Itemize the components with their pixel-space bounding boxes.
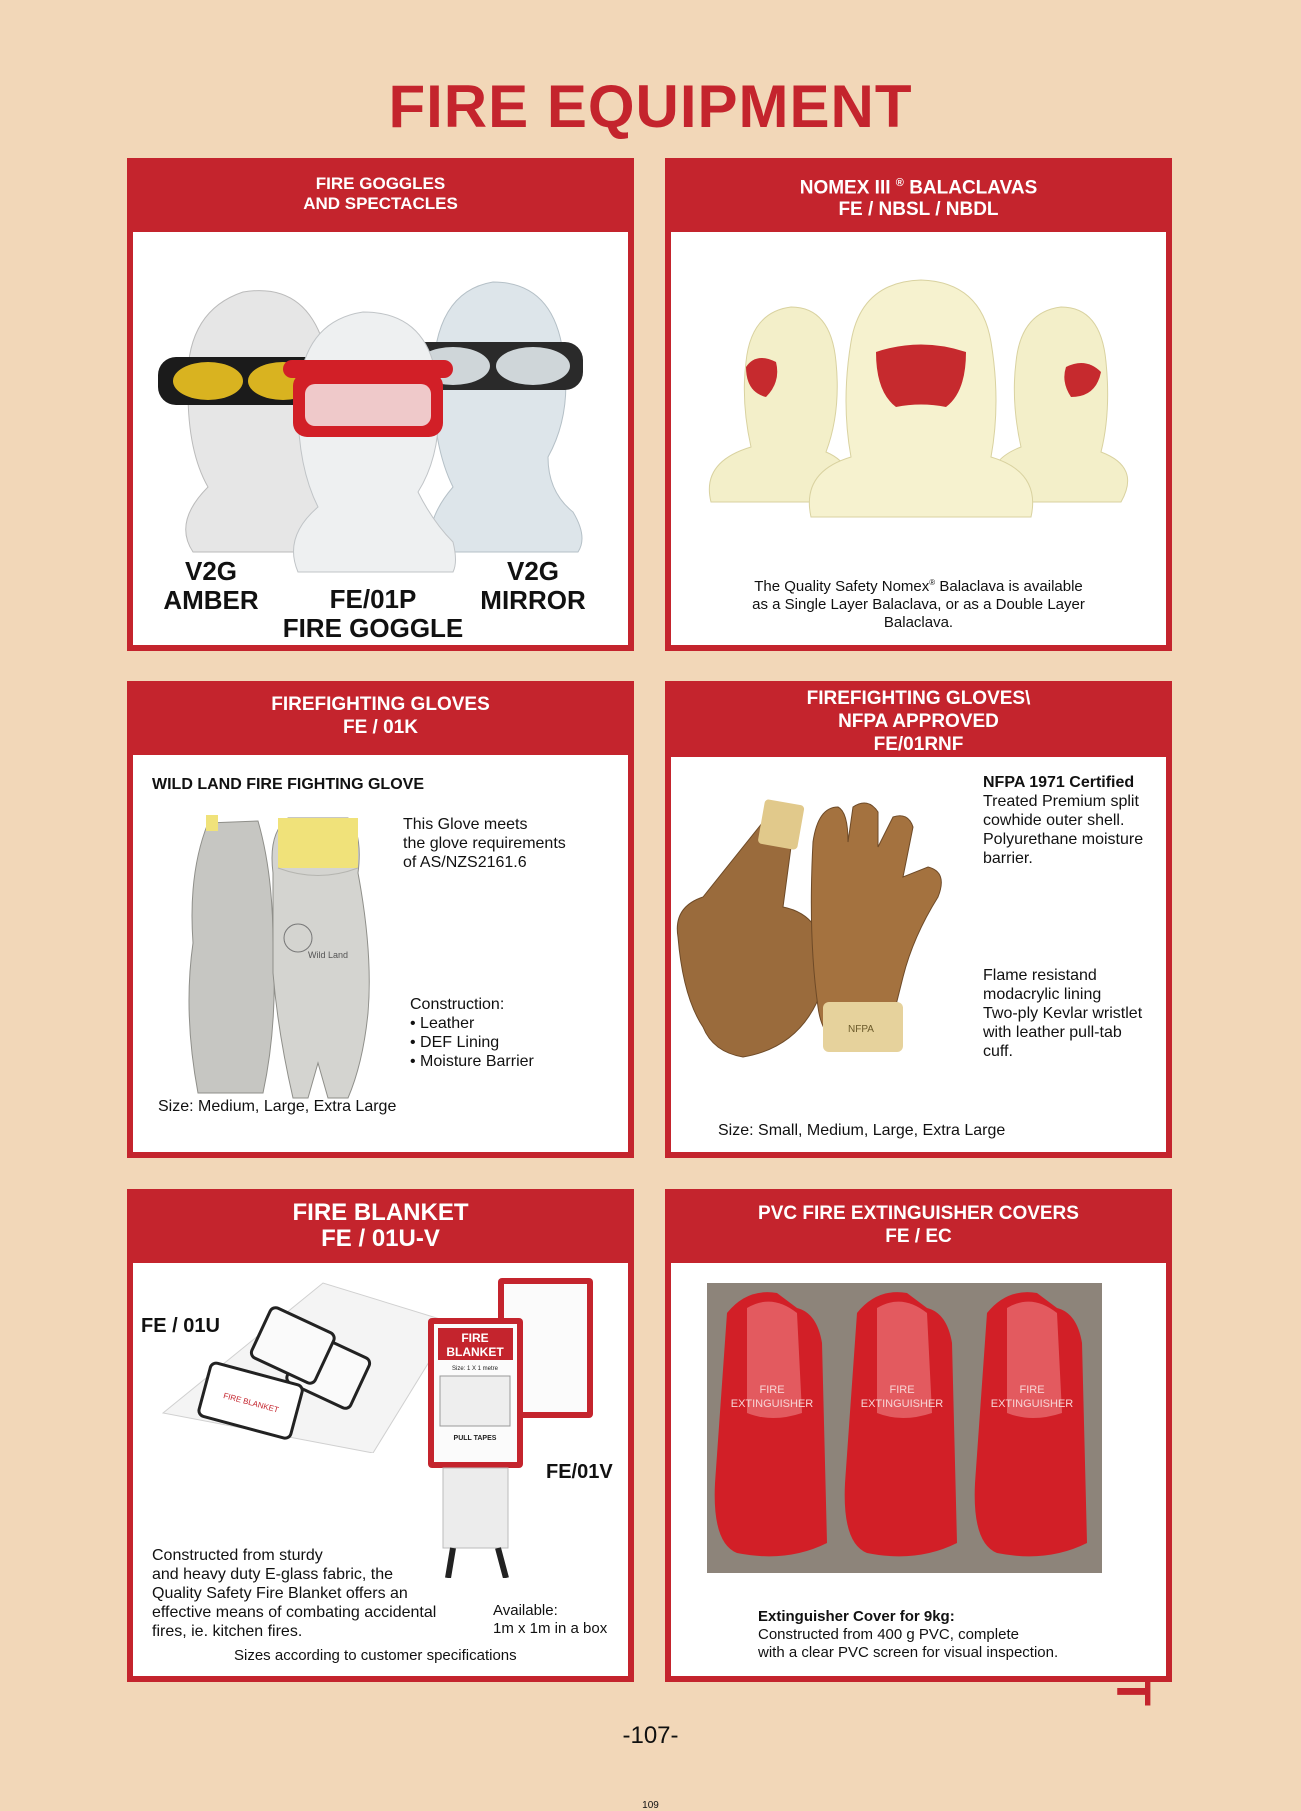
- balaclava-desc-line2: as a Single Layer Balaclava, or as a Double Layer: [752, 596, 1085, 613]
- extinguisher-cover-1: [715, 1292, 827, 1556]
- cover-text-3a: FIRE: [1019, 1384, 1045, 1396]
- extinguisher-cover-2: [845, 1292, 957, 1556]
- gloves-k-sizes: Size: Medium, Large, Extra Large: [158, 1098, 397, 1115]
- page-number: -107-: [622, 1722, 679, 1749]
- gloves-k-construction: [410, 995, 534, 1071]
- cover-text-1a: FIRE: [759, 1384, 785, 1396]
- balaclava-desc-sup: ®: [929, 578, 936, 587]
- blanket-photo-v: [428, 1278, 603, 1578]
- gloves-rnf-desc2-line: cuff.: [983, 1043, 1013, 1060]
- blanket-title-line1: FIRE BLANKET: [292, 1199, 469, 1226]
- gloves-rnf-title-line3: FE/01RNF: [873, 734, 964, 755]
- cover-text-2a: FIRE: [889, 1384, 915, 1396]
- blanket-desc-line: Quality Safety Fire Blanket offers an: [152, 1585, 408, 1602]
- gloves-rnf-panel-header: [665, 687, 1172, 756]
- blanket-box-subtitle: Size: 1 X 1 metre: [451, 1366, 499, 1372]
- covers-title-line1: PVC FIRE EXTINGUISHER COVERS: [758, 1203, 1079, 1224]
- goggles-title-line1: FIRE GOGGLES: [315, 174, 446, 193]
- blanket-photo-u: [153, 1263, 453, 1453]
- balaclava-title-name: NOMEX III: [799, 177, 891, 199]
- glove-right: [272, 818, 369, 1098]
- gloves-k-title-line2: FE / 01K: [343, 717, 418, 738]
- balaclava-description: [691, 574, 1146, 632]
- blanket-available-line2: 1m x 1m in a box: [493, 1620, 608, 1637]
- blanket-box-title2: BLANKET: [446, 1345, 504, 1359]
- gloves-k-photo: [178, 813, 378, 1103]
- gloves-k-construction-label: Construction:: [410, 996, 505, 1013]
- extinguisher-cover-3: [975, 1292, 1087, 1556]
- gloves-rnf-title-line1: FIREFIGHTING GLOVES\: [806, 688, 1031, 709]
- gloves-rnf-desc2-line: with leather pull-tab: [983, 1024, 1122, 1041]
- balaclava-title-end: BALACLAVAS: [909, 177, 1038, 199]
- gloves-rnf-desc1-line: cowhide outer shell.: [983, 812, 1125, 829]
- cover-text-1b: EXTINGUISHER: [730, 1398, 814, 1410]
- leather-glove-left: [677, 799, 824, 1057]
- blanket-panel: [127, 1189, 634, 1682]
- gloves-k-construction-item: • DEF Lining: [410, 1034, 500, 1051]
- blanket-pack-text: FIRE BLANKET: [222, 1391, 280, 1415]
- glove-cuff-text: NFPA: [848, 1024, 874, 1035]
- goggles-label-mirror-line2: MIRROR: [480, 585, 586, 615]
- gloves-rnf-desc1-line: Polyurethane moisture: [983, 831, 1144, 848]
- covers-desc-line1: Constructed from 400 g PVC, complete: [758, 1626, 1019, 1643]
- gloves-k-title-line1: FIREFIGHTING GLOVES: [271, 694, 490, 715]
- covers-photo: [707, 1283, 1102, 1573]
- covers-desc-line2: with a clear PVC screen for visual inspection.: [758, 1644, 1059, 1661]
- gloves-rnf-panel-body: [671, 757, 1166, 1152]
- gloves-k-panel-body: [133, 755, 628, 1152]
- gloves-rnf-photo: [673, 787, 963, 1077]
- balaclava-photo: [691, 272, 1151, 522]
- blanket-panel-body: [133, 1263, 628, 1676]
- footer-number: 109: [642, 1800, 659, 1811]
- goggles-panel-body: [133, 232, 628, 645]
- gloves-rnf-desc2-line: modacrylic lining: [983, 986, 1102, 1003]
- gloves-rnf-sizes: Size: Small, Medium, Large, Extra Large: [718, 1122, 1006, 1139]
- gloves-rnf-desc2: [983, 966, 1142, 1061]
- gloves-rnf-desc1: [983, 773, 1143, 868]
- gloves-rnf-cert: NFPA 1971 Certified: [983, 774, 1135, 791]
- covers-panel-body: [671, 1263, 1166, 1676]
- gloves-rnf-desc2-line: Two-ply Kevlar wristlet: [983, 1005, 1143, 1022]
- balaclava-desc-line1: [691, 574, 1146, 596]
- blanket-label-v: FE/01V: [546, 1461, 613, 1483]
- goggles-panel-header: [127, 174, 634, 214]
- gloves-k-req-line3: of AS/NZS2161.6: [403, 854, 527, 871]
- balaclava-panel-body: [671, 232, 1166, 645]
- blanket-desc-line: and heavy duty E-glass fabric, the: [152, 1566, 394, 1583]
- balaclava-center: [809, 280, 1032, 517]
- blanket-desc-line: Constructed from sturdy: [152, 1547, 323, 1564]
- blanket-box-front: [428, 1318, 523, 1468]
- gloves-rnf-desc1-line: Treated Premium split: [983, 793, 1139, 810]
- gloves-k-requirements: [403, 815, 566, 872]
- balaclava-title-sup: ®: [895, 177, 904, 189]
- covers-panel-header: [665, 1202, 1172, 1248]
- gloves-k-req-line2: the glove requirements: [403, 835, 566, 852]
- gloves-rnf-desc2-line: Flame resistand: [983, 967, 1097, 984]
- balaclava-title-line2: FE / NBSL / NBDL: [838, 199, 999, 221]
- page-title: FIRE EQUIPMENT: [388, 73, 913, 140]
- gloves-k-subtitle: WILD LAND FIRE FIGHTING GLOVE: [152, 776, 424, 793]
- gloves-rnf-desc1-line: barrier.: [983, 850, 1033, 867]
- blanket-desc-line: fires, ie. kitchen fires.: [152, 1623, 303, 1640]
- blanket-description: [152, 1546, 436, 1641]
- blanket-label-u: FE / 01U: [141, 1315, 220, 1337]
- leather-glove-right: [811, 803, 941, 1052]
- covers-desc-title: Extinguisher Cover for 9kg:: [758, 1608, 955, 1625]
- balaclava-desc-b: Balaclava is available: [935, 578, 1083, 595]
- balaclava-desc-line3: Balaclava.: [883, 614, 954, 631]
- goggles-label-amber-line1: V2G: [184, 556, 238, 586]
- gloves-k-panel-header: [127, 693, 634, 739]
- goggles-label-fire-line1: FE/01P: [329, 584, 417, 614]
- gloves-k-construction-item: • Leather: [410, 1015, 475, 1032]
- glove-left: [189, 815, 274, 1093]
- blanket-box-title1: FIRE: [461, 1331, 489, 1345]
- cover-text-2b: EXTINGUISHER: [860, 1398, 944, 1410]
- blanket-available-line1: Available:: [493, 1602, 558, 1619]
- blanket-title-line2: FE / 01U-V: [321, 1225, 440, 1252]
- balaclava-panel: [665, 158, 1172, 651]
- goggles-label-amber-line2: AMBER: [163, 585, 259, 615]
- balaclava-panel-header: [665, 172, 1172, 221]
- balaclava-title-line1: [665, 172, 1172, 199]
- gloves-k-panel: [127, 681, 634, 1158]
- goggles-panel: [127, 158, 634, 651]
- glove-brand-text: Wild Land: [308, 950, 349, 960]
- gloves-rnf-title-line2: NFPA APPROVED: [838, 711, 999, 732]
- blanket-panel-header: [127, 1200, 634, 1252]
- balaclava-desc-a: The Quality Safety Nomex: [754, 578, 930, 595]
- cover-text-3b: EXTINGUISHER: [990, 1398, 1074, 1410]
- goggles-photo: [133, 252, 628, 582]
- covers-panel: [665, 1189, 1172, 1682]
- goggles-label-fire: [273, 585, 473, 643]
- goggles-label-mirror: [473, 557, 593, 615]
- gloves-rnf-panel: [665, 681, 1172, 1158]
- goggles-label-fire-line2: FIRE GOGGLE: [282, 613, 464, 643]
- gloves-k-construction-item: • Moisture Barrier: [410, 1053, 534, 1070]
- gloves-k-req-line1: This Glove meets: [403, 816, 528, 833]
- blanket-box-pull: PULL TAPES: [453, 1435, 497, 1442]
- goggles-label-mirror-line1: V2G: [506, 556, 560, 586]
- goggles-label-amber: [151, 557, 271, 615]
- goggles-title-line2: AND SPECTACLES: [303, 194, 458, 213]
- covers-title-line2: FE / EC: [885, 1226, 952, 1247]
- covers-description: [758, 1608, 1058, 1662]
- blanket-desc-line: effective means of combating accidental: [152, 1604, 437, 1621]
- blanket-sizes-note: Sizes according to customer specifications: [234, 1647, 517, 1664]
- blanket-available: [493, 1602, 607, 1638]
